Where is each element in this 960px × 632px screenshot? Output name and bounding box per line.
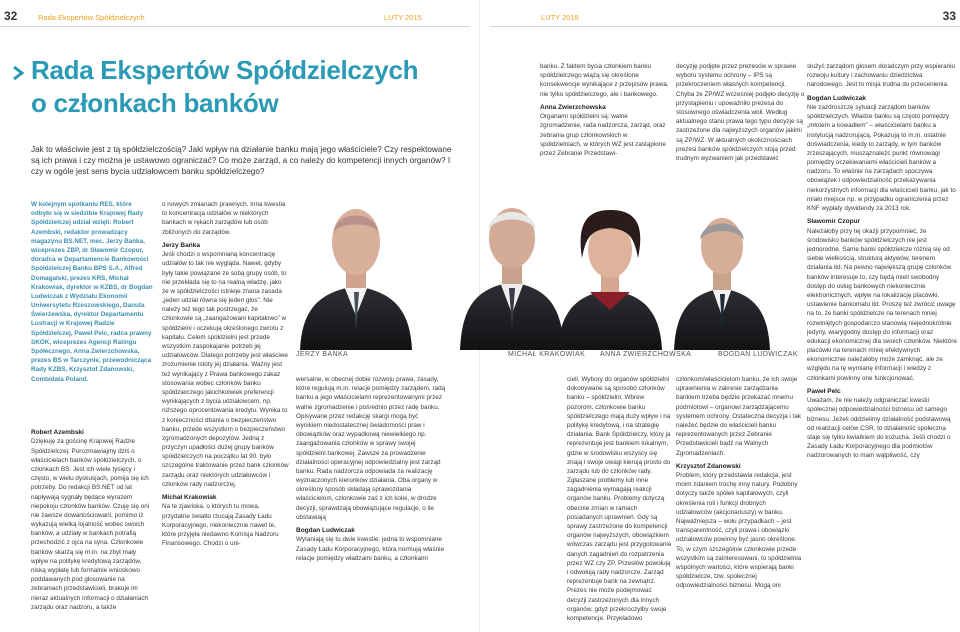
text-column-3 <box>296 375 446 630</box>
person-1-silhouette <box>300 209 412 350</box>
title-line-2: o członkach banków <box>31 87 279 118</box>
header-issue-right: LUTY 2015 <box>541 13 579 22</box>
person-4-silhouette <box>674 218 770 350</box>
paragraph: Wytaniają się tu dwie kwestie: jedna to wspomniane Zasady Ładu Korporacyjnego, która normują właśnie relacje pomiędzy władzami banku, a członkami <box>296 536 445 562</box>
speaker-name: Bogdan Ludwiczak <box>296 527 355 534</box>
paragraph: banku. Z faktem bycia członkiem banku spółdzielczego wiążą się określone konsekwencje wynikające z przepisów prawa, nie tylko spółdzielczego, ale i bankowego. <box>540 63 669 98</box>
paragraph: Na te zjawiska, o których tu mowa, przydatne światło rzucają Zasady Ładu Korporacyjnego, niekoniecznie nawet te, które przyjęła niedawno Komisja Nadzoru Finansowego. Chodzi o uni- <box>162 503 279 548</box>
intro-column <box>31 200 153 420</box>
photo-caption-3: ANNA ZWIERZCHOWSKA <box>600 351 692 358</box>
paragraph: o nowych zmianach prawnych. Inna kwestia to koncentracja udziałów w niektórych bankach w rękach zarządów lub osób zbliżonych do zarządów. <box>162 201 286 236</box>
paragraph: Jeśli chodzi o wspomnianą koncentrację udziałów to tak nie wygląda. Nawet, gdyby były takie powiązane ze sobą grupy osób, to nie przekłada się to na realną władzę, jako że w spółdzielczości istnieje znana zasada „jeden udział równa się jeden głos”. Nie należy też tego tak postrzegać, że członkowie są „zaangażowani kapitałowo” w spółdzielni i oczekują określonego zwrotu z kapitału. Celem spółdzielni jest przede wszystkim zaspokajanie potrzeb jej udziałowców. Dlatego potrzeby jest właściwe zrozumienie istoty jej działania. Ważny jest też wynikający z Prawa bankowego zakaz stosowania wobec członków banku spółdzielczego jakichkolwiek preferencji wynikających z bycia udziałowcem, np. niższego oprocentowania kredytu. Wynika to z konieczności dbania o bezpieczeństwo banku, przede wszystkim o bezpieczeństwo zgromadzonych depozytów. Jedną z przyczyn upadłości dużej grupy banków spółdzielczych na początku lat 90. było szczególne traktowanie przez bank członków zarządu oraz niektórych udziałowców i członków rady nadzorczej. <box>162 251 289 488</box>
photo-caption-4: BOGDAN LUDWICZAK <box>718 351 798 358</box>
paragraph: Należałoby przy tej okazji przypomnieć, że środowisko banków spółdzielczych nie jest jednorodne. Same banki spółdzielcze różnią się od siebie wielkością, strukturą aktywów, terenem działania itd. Na pewno największą grupę członków banków interesuje to, czy będą mieli swobodny dostęp do usług bankowych niekoniecznie elektronicznych, wpływ na lokalizację placówki, ustawienie bankomatu itd. Proszę też zwrócić uwagę na to, że banki spółdzielcze na terenach mniej rozwiniętych gospodarczo stanowią niejednokrotnie jedyny, wiarygodny dostęp do informacji oraz edukacji ekonomicznej dla swoich członków. Niektóre placówki na terenach mniej efektywnych ekonomicznie należałoby może zamknąć, ale ze względu na tę wymianę informacji i wiedzy z członkami powinny one funkcjonować. <box>807 227 957 382</box>
paragraph: Uważam, że nie należy odgraniczać kwestii spółecznej odpowiedzialności biznesu od samego biznesu. Jeżeli oddzielimy działalność podstawową od realizacji celów CSR, to działalność społeczna staje się tylko kwiatkiem do kożucha. Jeśli chodzi o Zasady Ładu Korporacyjnego dla podmiotów nadzorowanych to mam wątpliwość, czy <box>807 397 951 460</box>
paragraph: członkom/właścicielom banku, że ich swoje uprawnienia w zakresie zarządzania bankiem trzeba będzie przekazać innemu podmiotowi – organowi zarządzającemu systemem ochrony. Ostateczna decyzja i tak należeć będzie do właścicieli banku reprezentowanych przez Zebranie Przedstawicieli bądź na Walnych Zgromadzeniach. <box>676 376 802 457</box>
paragraph: Problem, który przedstawia redakcja, jest moim zdaniem trochę inny natury. Podobny dotyczy także spółek kapitałowych, czyli określenia roli i funkcji drobnych udziałowców (akcjonariuszy) w banku. Najważniejsza – wołu przypadkach – jest transparentność, czyli prawa i obowiązki udziałowców powinny być jasno określone. To, w czym szczególnie członkowie przede wszystkim są zainteresowani, to spółdzielnia wspólnych wartości, które wspierają banki spółdzielcze, tzw. społecznej odpowiedzialności biznesu. Mogą oni <box>676 472 802 590</box>
article-lead: Jak to właściwie jest z tą spółdzielczością? Jaki wpływ na działanie banku mają jego właściciele? Czy respektowane są ich prawa i czy można je ustawowo ograniczać? Co może zarząd, a co należy do kompetencji innych organów? I czy w ogóle jest sens bycia udziałowcem banku spółdzielczego? <box>31 145 452 177</box>
speaker-name: Sławomir Czopur <box>807 218 861 226</box>
speaker-name: Robert Azembski <box>31 429 84 436</box>
speaker-name: Michał Krakowiak <box>162 494 217 502</box>
text-column-8 <box>676 375 802 630</box>
speaker-name: Krzysztof Zdanowski <box>676 462 741 470</box>
text-column-5 <box>676 62 806 190</box>
paragraph: służyć zarządom głosem doradczym przy wspieraniu rozwoju kultury i zachowaniu dziedzictwa narodowego. Jest to misja trudna do przecenienia. <box>807 63 956 89</box>
photo-caption-1: JERZY BAŃKA <box>296 351 349 358</box>
header-issue-left: LUTY 2015 <box>384 13 422 22</box>
paragraph: Nie zazdroszczę sytuacji zarządom banków spółdzielczych. Władze banku są często pomiędzy „młotem a kowadłem” – właścicielami banku a instytucją nadzorującą. Pokazują to m.in. ostatnie doświadczenia, kiedy to zarządy, w tym banków zrzeszających, musząznaleźć punkt równowagi pomiędzy oczekiwaniami właścicieli banków a nadzoru. To właśnie na zarządach spoczywa obowiązek i odpowiedzialność przekazywania niekorzystnych informacji dla właścicieli banku, jak to miało miejsce np. w przypadku ograniczenia przez KNF wypłaty dywidendy za 2013 rok. <box>807 103 956 213</box>
paragraph: decyzję podjęte przez prezesów w sprawie wyboru systemu ochrony – IPS są przekroczeniem własnych kompetencji. Chyba że ZP/WZ wcześniej podjęło decyzję o przystąpieniu i upoważniło prezesa do stosownego oświadczenia woli. Według aktualnego stanu prawa tego typu decyzje są zastrzeżone dla najwyższych organów jakimi są ZP/WZ. W aktualnych okolicznościach prezesi banków spółdzielczych stoją przed trudnym wyzwaniem jak przedstawić <box>676 63 805 162</box>
text-column-6 <box>807 62 957 630</box>
paragraph: wersalne, w obecnej dobie rozwoju prawa, zasady, które regulują m.in. relacje pomiędzy zarządem, radą banku a jego właścicielami reprezentowanymi przez walne zgromadzenie i pośrednio przez radę banku. Opisywane przez redakcję skargi mogą być wynikiem niedostatecznej świadomości praw i obowiązków oraz wypadkową niewielkiego np. zaangażowania członków w sprawy swojej spółdzielni bankowej. Zawsze za prowadzenie działalności operacyjnej odpowiedzialny jest zarząd banku. Rada nadzorcza odpowiada za realizację wyznaczonych kierunków działania. Oba organy w określony sposób składają sprawozdania właścicielom, członkowie zaś z ich kolei, w drodze decyzji, sprawdzają obowiązujące regulacje, o ile obstawiają <box>296 376 446 521</box>
paragraph: Dziękuję za gościnę Krajowej Radzie Spółdzielczej. Porozmawiajmy dziś o właścicielach banków spółdzielczych, o członkach BS. Jest ich wiele tysięcy i często, w wielu dyskusjach, pomija się ich potrzeby. Do redakcji BS.NET od lat napływają sygnały będące wyrazem niepokoju członków banków. Czuję się oni nie zawsze dowartościowani, pomimo iż wykazują wielką lojalność wobec swoich banków, a udziały w bankach potrafią przechodzić z ojca na syna. Członkowie banków skarżą się m.in. na zbyt mały wpływ na politykę kredytową zarządów, niską wypłatę lub formalnie wnioskowo poddawanych pod głosowanie na zebraniach przedstawicieli, brakuje im nieraz aktualnych informacji o działaniach zarządu oraz nadzoru, a także <box>31 438 150 611</box>
speaker-name: Jerzy Bańka <box>162 241 200 249</box>
speaker-name: Paweł Pelc <box>807 387 841 395</box>
text-column-4 <box>540 62 670 190</box>
header-rule-right <box>490 26 960 27</box>
intro-paragraph: W kolejnym spotkaniu RES, które odbyło się w siedzibie Krajowej Rady Spółdzielczej udział wzięli: Robert Azembski, redaktor prowadzący magazynu BS.NET, mec. Jerzy Bańka, wiceprezes ZBP, dr Sławomir Czopur, doradca w Departamencie Bankowości Spółdzielczej Banku BPS S.A., Alfred Domagalski, prezes KRS, Michał Krakowiak, dyrektor w KZBS, dr Bogdan Ludwiczak z Wydziału Ekonomii Uniwersytetu Rzeszowskiego, Danuta Świerżewska, dyrektor Departamentu Lustracji w Krajowej Radzie Spółdzielczej, Paweł Pelc, radca prawny SKOK, wiceprezes Agencji Ratingu Spółecznego, Anna Zwierzchowska, prezes BS w Tarczynie, przewodnicząca Rady KZBS, Krzysztof Zdanowski, Combidata Poland. <box>31 201 153 383</box>
page-number-left: 32 <box>4 9 18 23</box>
speaker-name: Anna Zwierzchowska <box>540 103 606 111</box>
participants-photo <box>290 180 780 350</box>
text-column-2 <box>162 200 289 630</box>
speaker-name: Bogdan Ludwiczak <box>807 94 866 102</box>
article-title <box>31 54 418 119</box>
page-number-right: 33 <box>942 9 956 23</box>
text-column-1 <box>31 424 153 630</box>
paragraph: Organami spółdzielni są: walne zgromadzenie, rada nadzorcza, zarząd, oraz zebrania grup członkowskich w spółdzielniach, w których WZ jest zastąpione przez Zebranie Przedstawi- <box>540 113 666 157</box>
paragraph: cieli. Wybory do organów spółdzielni dokonywane są sposobó członków banku – spółdzielni. Wbrew pozorom, członkowie banku spółdzielczego mają duży wpływ i na politykę kredytową, i na strategię działania. Bank Spółdzielczy, który ja reprezentuje jest bankiem lokalnym, gdzie w środowisku wszyscy się znają i swoje uwagi kierują prosto do zarządu lub do członków rady. Zgłaszane problemy lub inne zagadnienia wymagają reakcji organów banku. Problemy dotyczą obecnie zmian w ramach posiadanych uprawnień. Gdy są sprawy zastrzeżone do kompetencji organów najwyższych, obowiązkiem wówczas zarządu jest przygotowanie danych zagadnień do rozpatrzenia przez WZ czy ZP. Przesłów powołują i odwołują rady nadzorcze. Zarząd reprezentuje bank na zewnątrz. Prezes nie może podejmować decyzji zastrzeżonych dla innych organów, gdyż przekroczyłby swoje kompetencje. Przykładowo <box>567 376 672 622</box>
person-3-silhouette <box>558 210 662 350</box>
header-magazine: Rada Ekspertów Spółdzielczych <box>38 13 145 22</box>
person-2-silhouette <box>460 208 564 350</box>
chevron-right-icon <box>12 66 24 80</box>
header-rule-left <box>0 26 470 27</box>
text-column-7 <box>567 375 672 630</box>
title-line-1: Rada Ekspertów Spółdzielczych <box>31 55 419 85</box>
photo-caption-2: MICHAŁ KRAKOWIAK <box>508 351 586 358</box>
